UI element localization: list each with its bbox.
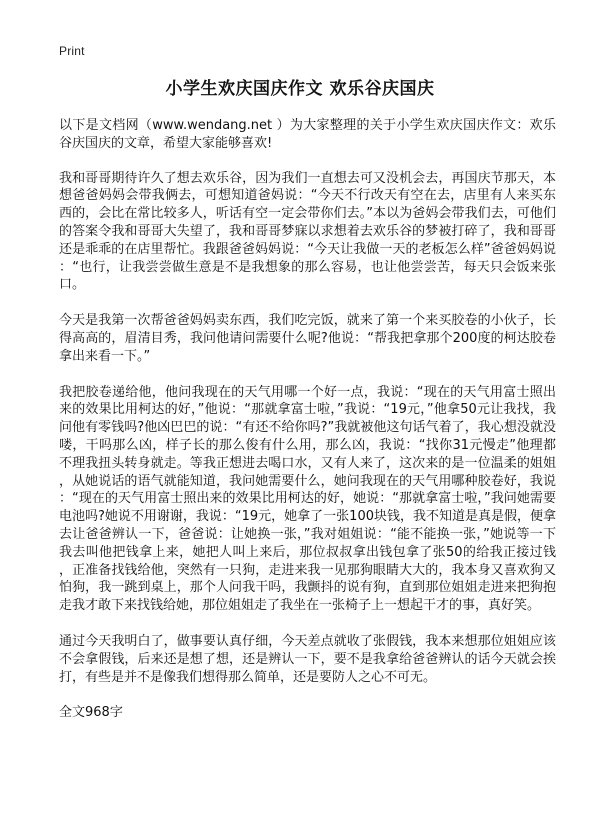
body-paragraph: 我把胶卷递给他，他问我现在的天气用哪一个好一点，我说：“现在的天气用富士照出来的效果比用柯达的好，”他说：“那就拿富士啦，”我说：“19元，”他拿50元让我找，我问他有零钱吗?他凶巴巴的说：“有还不给你吗?”我就被他这句话气着了，我心想没就没喽，干吗那么凶，样子长的那么俊有什么用，那么凶，我说：“找你31元慢走”他理都不理我扭头转身就走。等我正想进去喝口水，又有人来了，这次来的是一位温柔的姐姐，从她说话的语气就能知道，我问她需要什么，她问我现在的天气用哪种胶卷好，我说：“现在的天气用富士照出来的效果比用柯达的好，她说：“那就拿富士啦，”我问她需要电池吗?她说不用谢谢，我说：“19元，她拿了一张100块钱，我不知道是真是假，便拿去让爸爸辨认一下，爸爸说：让她换一张，”我对姐姐说：“能不能换一张，”她说等一下我去叫他把钱拿上来，她把人叫上来后，那位叔叔拿出钱包拿了张50的给我正接过钱，正准备找钱给他，突然有一只狗，走进来我一见那狗眼睛大大的，我本身又喜欢狗又怕狗，我一跳到桌上，那个人问我干吗，我颤抖的说有狗，直到那位姐姐走进来把狗抱走我才敢下来找钱给她，那位姐姐走了我坐在一张椅子上一想起干才的事，真好笑。 [59, 384, 556, 614]
word-count: 全文968字 [59, 705, 123, 721]
body-paragraph: 我和哥哥期待许久了想去欢乐谷，因为我们一直想去可又没机会去，再国庆节那天，本想爸爸妈妈会带我俩去，可想知道爸妈说：“今天不行改天有空在去，店里有人来买东西的，会比在常比较多人，听话有空一定会带你们去。”本以为爸妈会带我们去，可他们的答案令我和哥哥大失望了，我和哥哥梦寐以求想着去欢乐谷的梦被打碎了，我和哥哥还是乖乖的在店里帮忙。我跟爸爸妈妈说：“今天让我做一天的老板怎么样”爸爸妈妈说：“也行，让我尝尝做生意是不是我想象的那么容易，也让他尝尝苦，每天只会饭来张口。 [59, 170, 556, 293]
intro-paragraph: 以下是文档网（www.wendang.net ）为大家整理的关于小学生欢庆国庆作文：欢乐谷庆国庆的文章，希望大家能够喜欢! [59, 118, 556, 151]
article-body [59, 117, 556, 721]
article-title: 小学生欢庆国庆作文 欢乐谷庆国庆 [165, 79, 435, 99]
conclusion-paragraph: 通过今天我明白了，做事要认真仔细，今天差点就收了张假钱，我本来想那位姐姐应该不会拿假钱，后来还是想了想，还是辨认一下，要不是我拿给爸爸辨认的话今天就会挨打，有些是并不是像我们想得那么简单，还是要防人之心不可无。 [59, 633, 556, 685]
print-link[interactable]: Print [59, 44, 85, 58]
body-paragraph: 今天是我第一次帮爸爸妈妈卖东西，我们吃完饭，就来了第一个来买胶卷的小伙子，长得高高的，眉清目秀，我问他请问需要什么呢?他说：“帮我把拿那个200度的柯达胶卷拿出来看一下。” [59, 313, 556, 364]
